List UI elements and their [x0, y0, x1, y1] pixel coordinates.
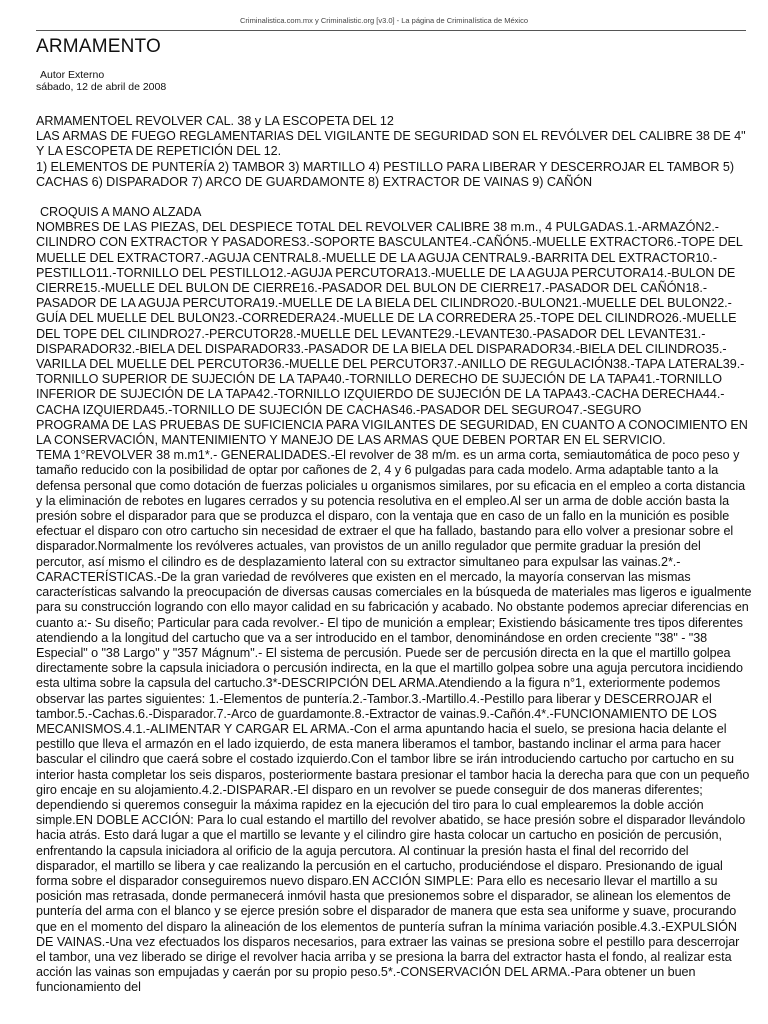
paragraph-parts-names: NOMBRES DE LAS PIEZAS, DEL DESPIECE TOTAL DEL REVOLVER CALIBRE 38 m.m., 4 PULGADAS.1.-ARMAZÓN2.-CILINDRO CON EXTRACTOR Y PASADORES3.-SOPORTE BASCULANTE4.-CAÑÓN5.-MUELLE EXTRACTOR6.-TOPE DEL MUELLE DEL EXTRACTOR7.-AGUJA CENTRAL8.-MUELLE DE LA AGUJA CENTRAL9.-BARRITA DEL EXTRACTOR10.-PESTILLO11.-TORNILLO DEL PESTILLO12.-AGUJA PERCUTORA13.-MUELLE DE LA AGUJA PERCUTORA14.-BULON DE CIERRE15.-MUELLE DEL BULON DE CIERRE16.-PASADOR DEL BULON DE CIERRE17.-PASADOR DEL CAÑÓN18.-PASADOR DE LA AGUJA PERCUTORA19.-MUELLE DE LA BIELA DEL CILINDRO20.-BULON21.-MUELLE DEL BULON22.-GUÍA DEL MUELLE DEL BULON23.-CORREDERA24.-MUELLE DE LA CORREDERA 25.-TOPE DEL CILINDRO26.-MUELLE DEL TOPE DEL CILINDRO27.-PERCUTOR28.-MUELLE DEL LEVANTE29.-LEVANTE30.-PASADOR DEL LEVANTE31.-DISPARADOR32.-BIELA DEL DISPARADOR33.-PASADOR DE LA BIELA DEL DISPARADOR34.-BIELA DEL CILINDRO35.-VARILLA DEL MUELLE DEL PERCUTOR36.-MUELLE DEL PERCUTOR37.-ANILLO DE REGULACIÓN38.-TAPA LATERAL39.-TORNILLO SUPERIOR DE SUJECIÓN DE LA TAPA40.-TORNILLO DERECHO DE SUJECIÓN DE LA TAPA41.-TORNILLO INFERIOR DE SUJECIÓN DE LA TAPA42.-TORNILLO IZQUIERDO DE SUJECIÓN DE LA TAPA43.-CACHA DERECHA44.-CACHA IZQUIERDA45.-TORNILLO DE SUJECIÓN DE CACHAS46.-PASADOR DEL SEGURO47.-SEGURO — [36, 220, 745, 417]
article-meta — [36, 70, 166, 93]
paragraph-tema-1: TEMA 1°REVOLVER 38 m.m1*.- GENERALIDADES.-El revolver de 38 m/m. es un arma corta, semiautomática de poco peso y tamaño reducido con la posibilidad de optar por cañones de 2, 4 y 6 pulgadas para cada modelo. Arma adaptable tanto a la defensa personal que como dotación de fuerzas policiales u organismos similares, por su eficacia en el empleo a corta distancia y la eliminación de rebotes en lugares cerrados y su potencia resolutiva en el empleo.Al ser un arma de doble acción basta la presión sobre el disparador para que se produzca el disparo, con la ventaja que en caso de un fallo en la munición es posible efectuar el disparo con otro cartucho sin necesidad de extraer el que ha fallado, bastando para ello volver a presionar sobre el disparador.Normalmente los revólveres actuales, van provistos de un anillo regulador que permite graduar la presión del percutor, así mismo el cilindro es de desplazamiento lateral con su extractor simultaneo para expulsar las vainas.2*.- CARACTERÍSTICAS.-De la gran variedad de revólveres que existen en el mercado, la mayoría conservan las mismas características salvando la preocupación de diversas causas comerciales en la búsqueda de materiales mas ligeros e igualmente para su construcción logrando con ello mayor calidad en su fabricación y acabado. No obstante podemos apreciar diferencias en cuanto a:- Su diseño; Particular para cada revolver.- El tipo de munición a emplear; Existiendo básicamente tres tipos diferentes atendiendo a la longitud del cartucho que va a ser introducido en el tambor, denominándose en orden creciente "38" - "38 Especial" o "38 Largo" y "357 Mágnum".- El sistema de percusión. Puede ser de percusión directa en la que el martillo golpea directamente sobre la capsula iniciadora o percusión indirecta, en la que el martillo golpea sobre una aguja percutora incidiendo esta ultima sobre la capsula del cartucho.3*-DESCRIPCIÓN DEL ARMA.Atendiendo a la figura n°1, exteriormente podemos observar las partes siguientes: 1.-Elementos de puntería.2.-Tambor.3.-Martillo.4.-Pestillo para liberar y DESCERROJAR el tambor.5.-Cachas.6.-Disparador.7.-Arco de guardamonte.8.-Extractor de vainas.9.-Cañón.4*.-FUNCIONAMIENTO DE LOS MECANISMOS.4.1.-ALIMENTAR Y CARGAR EL ARMA.-Con el arma apuntando hacia el suelo, se presiona hacia delante el pestillo que lleva el armazón en el lado izquierdo, de esta manera liberamos el tambor, bastando inclinar el arma para hacer bascular el cilindro que caerá sobre el costado izquierdo.Con el tambor libre se irán introduciendo cartucho por cartucho en su interior hasta completar los seis disparos, posteriormente bastara presionar el tambor hacia la derecha para que con un pequeño giro encaje en su alojamiento.4.2.-DISPARAR.-El disparo en un revolver se puede conseguir de dos maneras diferentes; dependiendo si queremos conseguir la máxima rapidez en la ejecución del tiro para lo cual emplearemos la doble acción simple.EN DOBLE ACCIÓN: Para lo cual estando el martillo del revolver abatido, se hace presión sobre el disparador llevándolo hacia atrás. Esto dará lugar a que el martillo se levante y el cilindro gire hasta colocar un cartucho en posición de percusión, enfrentando la capsula iniciadora al orificio de la aguja percutora. Al continuar la presión hasta el final del recorrido del disparador, el martillo se libera y cae realizando la percusión en el cartucho, produciéndose el disparo. Presionando de igual forma sobre el disparador conseguiremos nuevo disparo.EN ACCIÓN SIMPLE: Para ello es necesario llevar el martillo a su posición mas retrasada, donde permanecerá inmóvil hasta que presionemos sobre el disparador, se alinean los elementos de puntería del arma con el blanco y se ejerce presión sobre el disparador de manera que esta sea uniforme y suave, procurando que en el momento del disparo la alineación de los elementos de puntería sufran la mínima variación posible.4.3.-EXPULSIÓN DE VAINAS.-Una vez efectuados los disparos necesarios, para extraer las vainas se presiona sobre el pestillo para descerrojar el tambor, una vez liberado se dirige el revolver hacia arriba y se presiona la barra del extractor hasta el fondo, al realizar esta acción las vainas son empujadas y caerán por su propio peso.5*.-CONSERVACIÓN DEL ARMA.-Para obtener un buen funcionamiento del — [36, 448, 752, 995]
article-title: ARMAMENTO — [36, 36, 161, 57]
paragraph-program: PROGRAMA DE LAS PRUEBAS DE SUFICIENCIA PARA VIGILANTES DE SEGURIDAD, EN CUANTO A CONOCIMIENTO EN LA CONSERVACIÓN, MANTENIMIENTO Y MANEJO DE LAS ARMAS QUE DEBEN PORTAR EN EL SERVICIO. — [36, 417, 748, 448]
paragraph-weapons: LAS ARMAS DE FUEGO REGLAMENTARIAS DEL VIGILANTE DE SEGURIDAD SON EL REVÓLVER DEL CALIBRE 38 DE 4" Y LA ESCOPETA DE REPETICIÓN DEL 12. — [36, 129, 746, 159]
article-date: sábado, 12 de abril de 2008 — [36, 80, 167, 93]
croquis-heading: CROQUIS A MANO ALZADA — [40, 205, 202, 220]
site-header: Criminalistica.com.mx y Criminalistic.org [v3.0] - La página de Criminalística de México — [239, 16, 528, 25]
header-divider — [36, 30, 746, 31]
paragraph-parts-list: 1) ELEMENTOS DE PUNTERÍA 2) TAMBOR 3) MARTILLO 4) PESTILLO PARA LIBERAR Y DESCERROJAR EL TAMBOR 5) CACHAS 6) DISPARADOR 7) ARCO DE GUARDAMONTE 8) EXTRACTOR DE VAINAS 9) CAÑÓN — [36, 159, 734, 189]
spacer — [36, 190, 752, 205]
intro-line: ARMAMENTOEL REVOLVER CAL. 38 y LA ESCOPETA DEL 12 — [36, 114, 394, 128]
article-body — [36, 114, 752, 996]
article-author: Autor Externo — [40, 69, 105, 81]
